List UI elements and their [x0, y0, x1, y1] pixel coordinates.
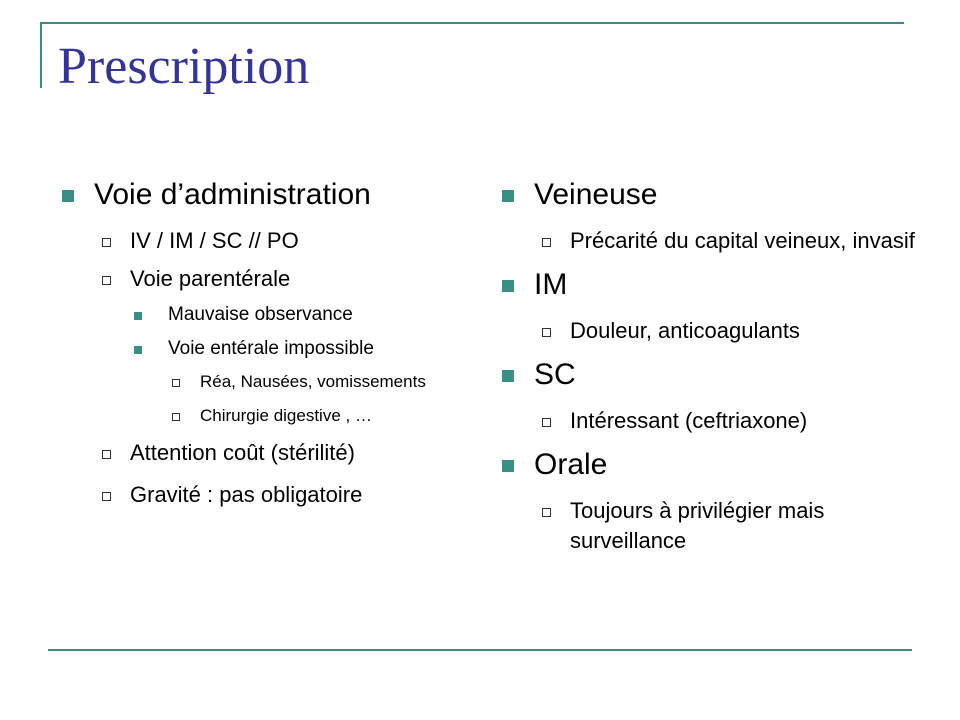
hollow-square-bullet-icon: [542, 238, 551, 247]
square-bullet-icon: [502, 190, 514, 202]
square-bullet-icon: [62, 190, 74, 202]
right-column: [496, 176, 916, 556]
square-bullet-icon: [502, 280, 514, 292]
square-bullet-icon: [502, 370, 514, 382]
small-square-bullet-icon: [134, 312, 142, 320]
hollow-square-bullet-icon: [542, 418, 551, 427]
bullet-voie-enterale: Voie entérale impossible: [56, 336, 466, 362]
hollow-square-bullet-icon: [102, 238, 111, 247]
bullet-interessant: Intéressant (ceftriaxone): [496, 406, 916, 436]
bottom-divider: [48, 649, 912, 651]
slide-title: Prescription: [58, 38, 310, 95]
bullet-chirurgie: Chirurgie digestive , …: [56, 404, 466, 428]
hollow-square-bullet-icon: [102, 276, 111, 285]
bullet-sc: SC: [496, 356, 916, 394]
bullet-veineuse: Veineuse: [496, 176, 916, 214]
bullet-attention-cout: Attention coût (stérilité): [56, 438, 466, 468]
bullet-routes: IV / IM / SC // PO: [56, 226, 466, 256]
bullet-mauvaise-observance: Mauvaise observance: [56, 302, 466, 328]
bullet-toujours: Toujours à privilégier mais surveillance: [496, 496, 916, 556]
bullet-voie-administration: Voie d’administration: [56, 176, 466, 214]
hollow-square-bullet-icon: [172, 379, 180, 387]
hollow-square-bullet-icon: [542, 328, 551, 337]
bullet-orale: Orale: [496, 446, 916, 484]
bullet-gravite: Gravité : pas obligatoire: [56, 480, 466, 510]
hollow-square-bullet-icon: [542, 508, 551, 517]
bullet-im: IM: [496, 266, 916, 304]
left-accent: [40, 22, 42, 88]
top-divider: [40, 22, 904, 24]
bullet-rea-nausees: Réa, Nausées, vomissements: [56, 370, 466, 394]
hollow-square-bullet-icon: [102, 492, 111, 501]
bullet-douleur: Douleur, anticoagulants: [496, 316, 916, 346]
left-column: [56, 176, 466, 510]
square-bullet-icon: [502, 460, 514, 472]
hollow-square-bullet-icon: [102, 450, 111, 459]
small-square-bullet-icon: [134, 346, 142, 354]
bullet-precarite: Précarité du capital veineux, invasif: [496, 226, 916, 256]
hollow-square-bullet-icon: [172, 413, 180, 421]
bullet-voie-parenterale: Voie parentérale: [56, 264, 466, 294]
